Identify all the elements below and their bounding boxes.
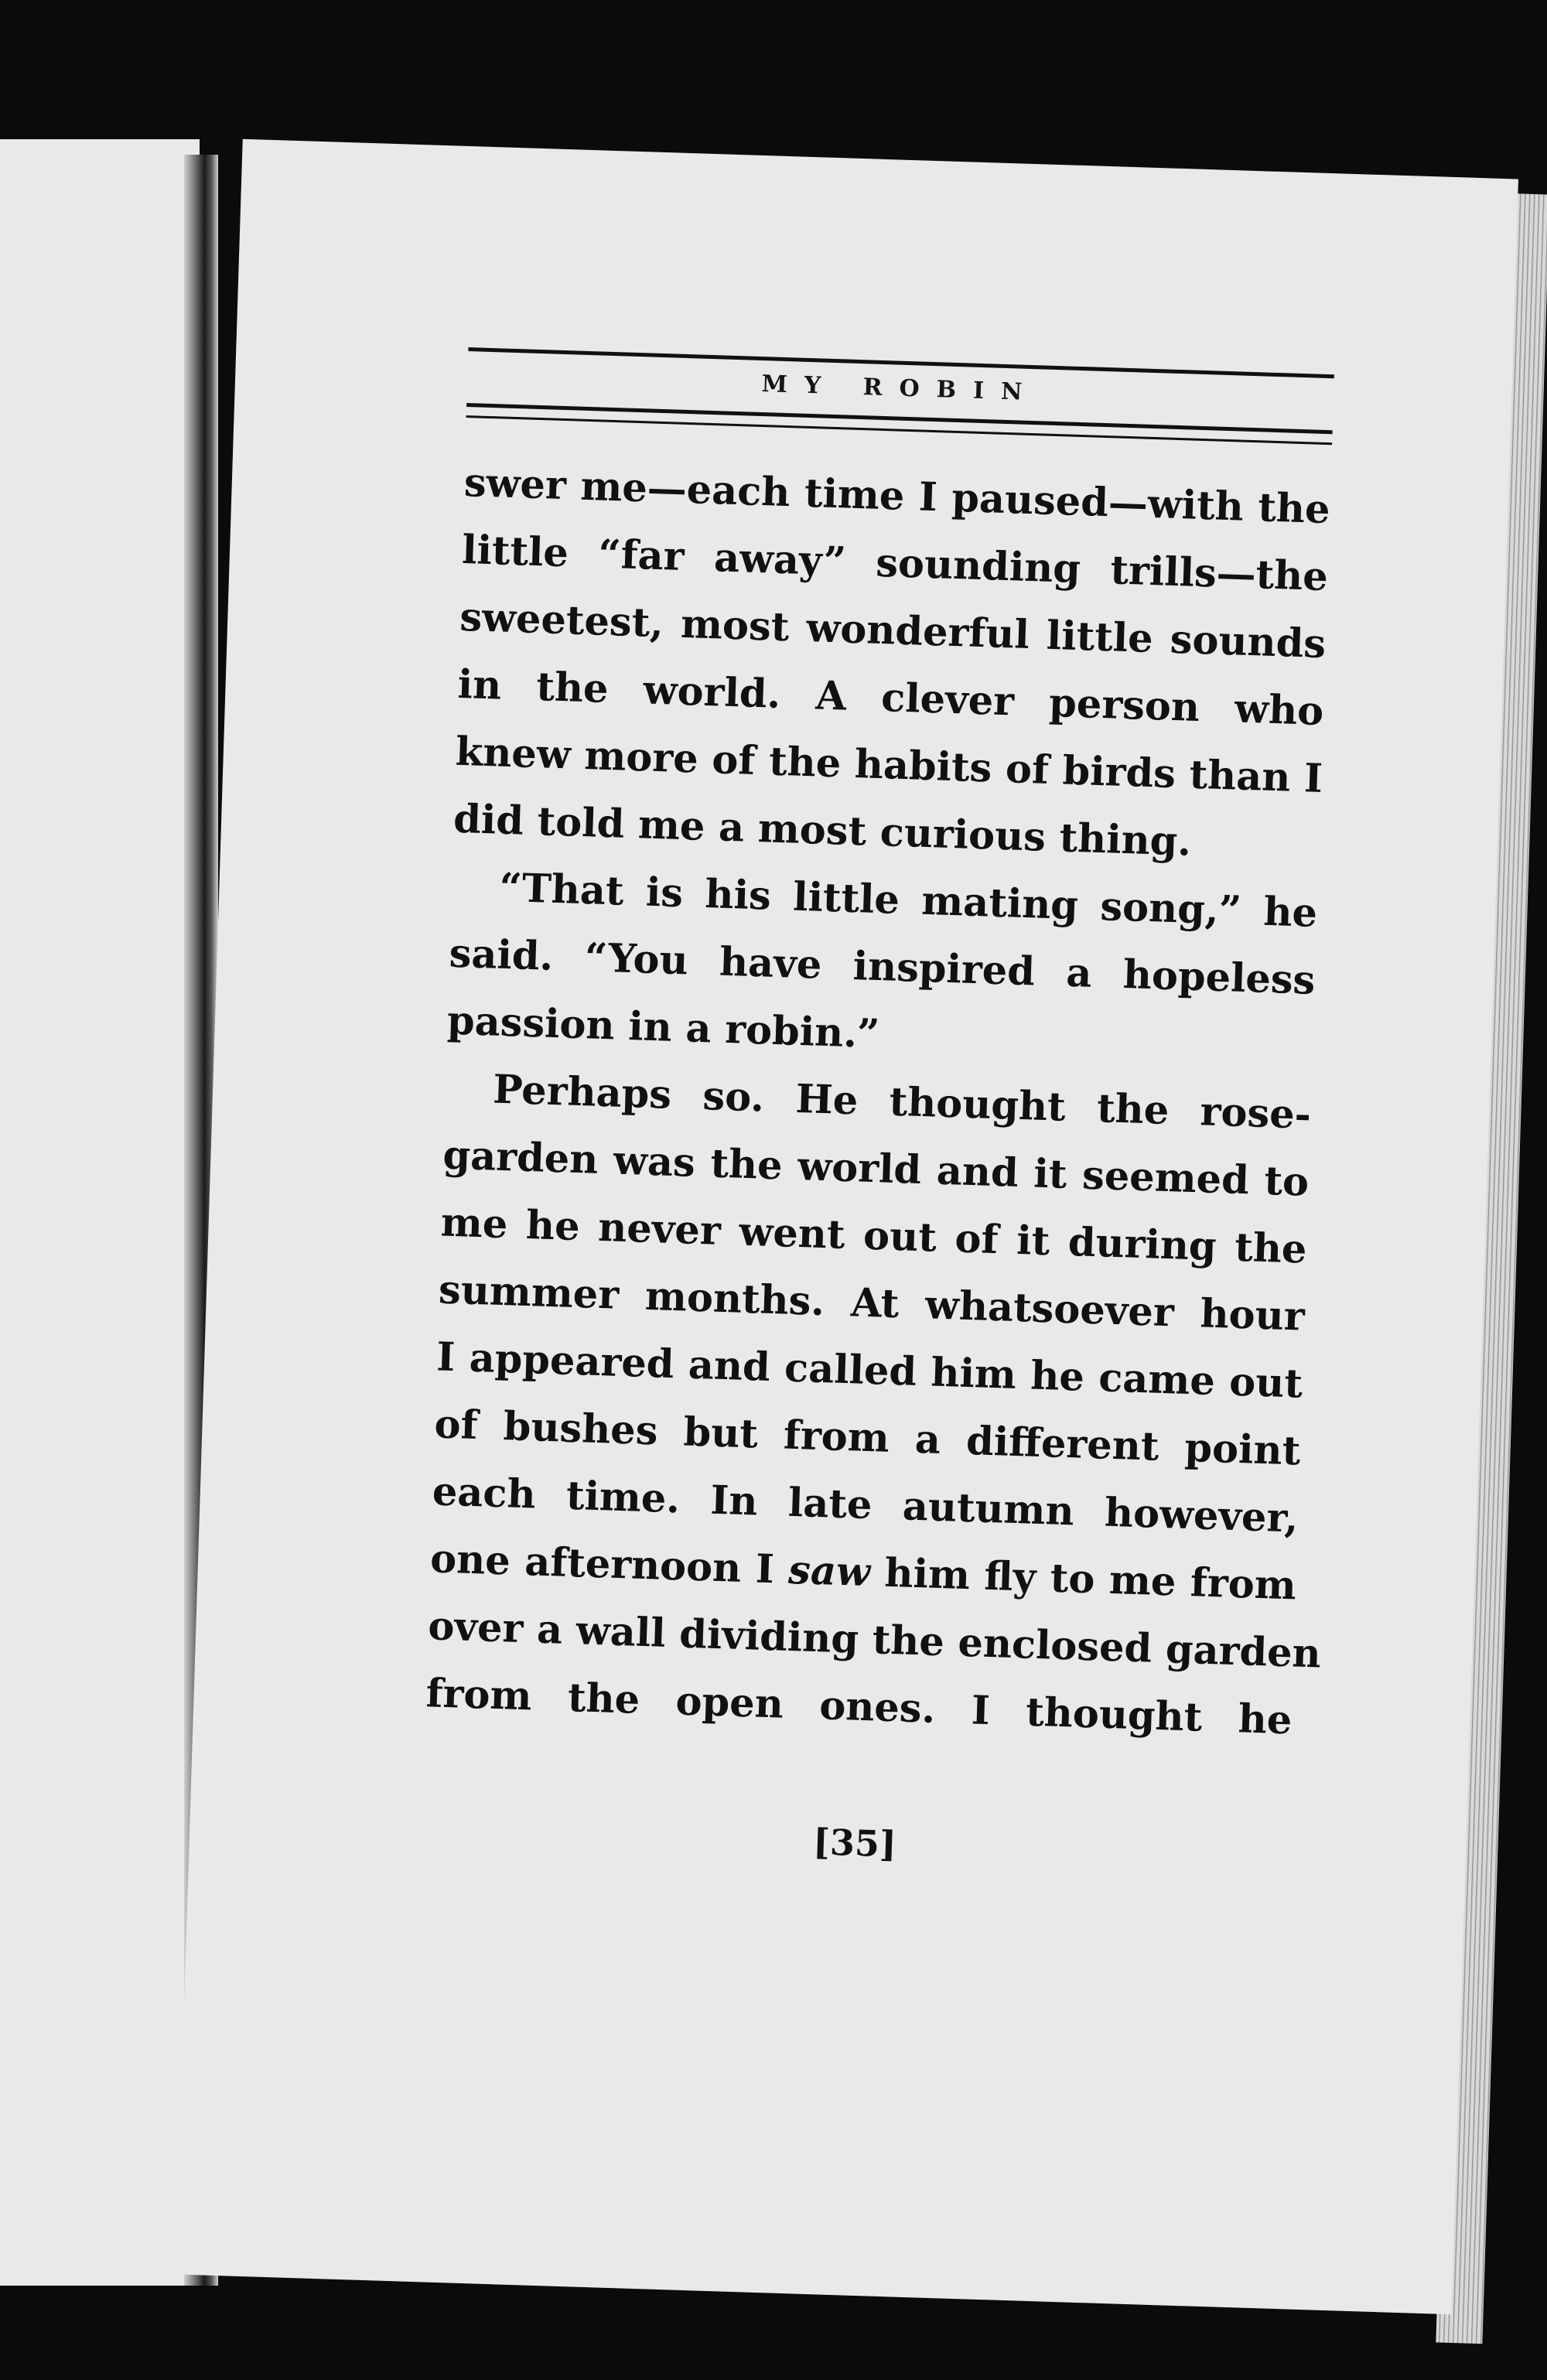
body-text <box>425 449 1330 1754</box>
text-segment: him fly to me from <box>883 1549 1297 1610</box>
text-line: over a wall dividing the enclosed garden <box>427 1603 1322 1678</box>
text-line: I appeared and called him he came out <box>435 1333 1303 1408</box>
text-line: in the world. A clever person who <box>456 661 1325 736</box>
page-number: [35] <box>812 1821 897 1866</box>
text-line: me he never went out of it during the <box>439 1199 1308 1273</box>
book-page <box>176 139 1518 2314</box>
running-head: MY ROBIN <box>761 370 1040 407</box>
text-line: of bushes but from a different point <box>433 1401 1302 1475</box>
text-line: swer me—each time I paused—with the <box>463 459 1331 534</box>
text-line: Perhaps so. He thought the rose- <box>492 1066 1312 1139</box>
text-line: summer months. At whatsoever hour <box>438 1266 1306 1340</box>
text-line: garden was the world and it seemed to <box>442 1132 1310 1206</box>
text-line: said. “You have inspired a hopeless <box>448 930 1316 1004</box>
text-segment: one afternoon I <box>429 1535 775 1593</box>
left-page-edge <box>0 139 200 2286</box>
italic-word: saw <box>787 1546 871 1596</box>
text-line: from the open ones. I thought he <box>425 1670 1293 1744</box>
text-line: did told me a most curious thing. <box>452 795 1193 866</box>
page-content <box>176 139 1518 2314</box>
text-line: knew more of the habits of birds than I <box>455 728 1323 803</box>
text-line: little “far away” sounding trills—the <box>461 526 1329 601</box>
text-line: passion in a robin.” <box>446 997 881 1058</box>
text-line: sweetest, most wonderful little sounds <box>459 593 1327 668</box>
text-line: each time. In late autumn however, <box>432 1468 1299 1542</box>
text-line: “That is his little mating song,” he <box>498 864 1318 937</box>
